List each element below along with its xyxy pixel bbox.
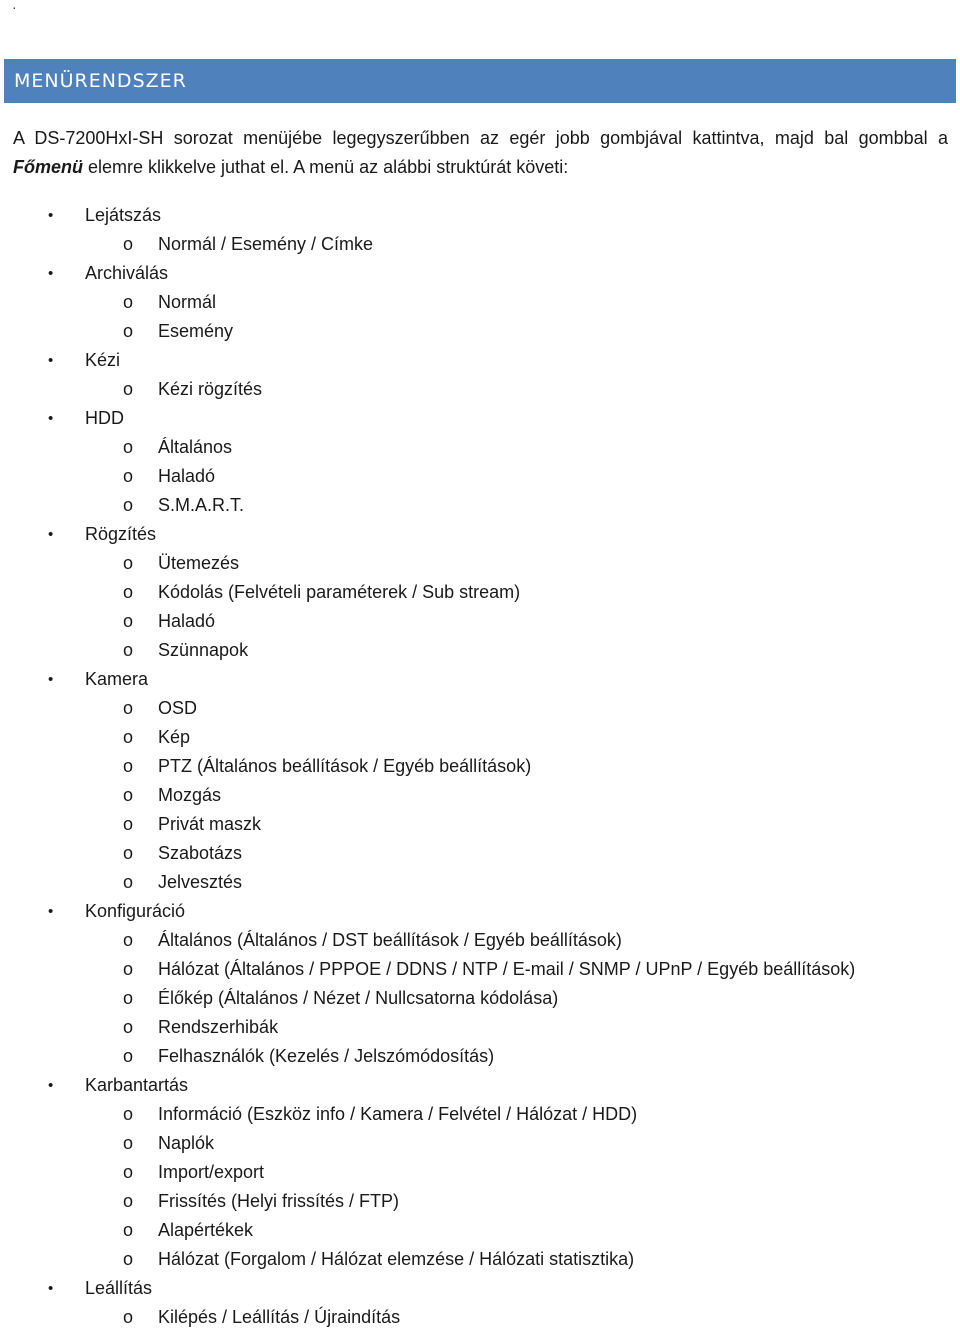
- submenu-item-label: OSD: [158, 698, 198, 718]
- menu-item: [0, 259, 960, 288]
- submenu-item-label: Haladó: [158, 466, 216, 486]
- bullet-icon: •: [48, 526, 54, 543]
- submenu-item-label: Normál: [158, 292, 217, 312]
- submenu-item: [0, 288, 960, 317]
- submenu-item: [0, 1216, 960, 1245]
- sub-bullet-icon: o: [123, 292, 134, 312]
- submenu-item: [0, 1245, 960, 1274]
- submenu-item-label: Frissítés (Helyi frissítés / FTP): [158, 1191, 400, 1211]
- sub-bullet-icon: o: [123, 321, 134, 341]
- submenu-item: [0, 549, 960, 578]
- submenu-item-label: Felhasználók (Kezelés / Jelszómódosítás): [158, 1046, 495, 1066]
- submenu-item: [0, 810, 960, 839]
- submenu-item: [0, 433, 960, 462]
- sub-bullet-icon: o: [123, 843, 134, 863]
- sub-bullet-icon: o: [123, 988, 134, 1008]
- bullet-icon: •: [48, 671, 54, 688]
- menu-structure-list: [0, 201, 960, 1332]
- submenu-item: [0, 462, 960, 491]
- intro-paragraph: [13, 124, 948, 182]
- section-title: MENÜRENDSZER: [14, 70, 187, 92]
- submenu-item-label: Alapértékek: [158, 1220, 254, 1240]
- sub-bullet-icon: o: [123, 1133, 134, 1153]
- section-header: [4, 59, 956, 103]
- submenu-item: [0, 375, 960, 404]
- submenu-item-label: Import/export: [158, 1162, 265, 1182]
- submenu-item-label: Privát maszk: [158, 814, 262, 834]
- bullet-icon: •: [48, 1077, 54, 1094]
- submenu-item-label: Hálózat (Forgalom / Hálózat elemzése / Hálózati statisztika): [158, 1249, 635, 1269]
- bullet-icon: •: [48, 410, 54, 427]
- submenu-item-label: Kézi rögzítés: [158, 379, 263, 399]
- menu-item: [0, 665, 960, 694]
- submenu-item-label: Ütemezés: [158, 553, 240, 573]
- submenu-item: [0, 1158, 960, 1187]
- submenu-item-label: Normál / Esemény / Címke: [158, 234, 374, 254]
- submenu-item-label: Jelvesztés: [158, 872, 243, 892]
- submenu-item-label: Esemény: [158, 321, 234, 341]
- sub-bullet-icon: o: [123, 1104, 134, 1124]
- submenu-item: [0, 868, 960, 897]
- sub-bullet-icon: o: [123, 553, 134, 573]
- submenu-item-label: Mozgás: [158, 785, 222, 805]
- submenu-item: [0, 1129, 960, 1158]
- menu-item: [0, 1071, 960, 1100]
- submenu-item-label: Kódolás (Felvételi paraméterek / Sub stream): [158, 582, 521, 602]
- sub-bullet-icon: o: [123, 379, 134, 399]
- sub-bullet-icon: o: [123, 1046, 134, 1066]
- intro-text-part2: elemre klikkelve juthat el. A menü az alábbi struktúrát követi:: [83, 157, 569, 177]
- bullet-icon: •: [48, 265, 54, 282]
- submenu-item: [0, 636, 960, 665]
- menu-item-label: HDD: [85, 408, 124, 428]
- submenu-item: [0, 752, 960, 781]
- bullet-icon: •: [48, 903, 54, 920]
- submenu-item-label: Élőkép (Általános / Nézet / Nullcsatorna kódolása): [158, 988, 559, 1008]
- submenu-item: [0, 230, 960, 259]
- submenu-item-label: Általános: [158, 437, 233, 457]
- submenu-item: [0, 694, 960, 723]
- menu-item-label: Lejátszás: [85, 205, 162, 225]
- submenu-item-label: Kép: [158, 727, 191, 747]
- submenu-item: [0, 1187, 960, 1216]
- submenu-item-label: Szünnapok: [158, 640, 249, 660]
- sub-bullet-icon: o: [123, 495, 134, 515]
- sub-bullet-icon: o: [123, 930, 134, 950]
- sub-bullet-icon: o: [123, 814, 134, 834]
- menu-item-label: Kamera: [85, 669, 149, 689]
- sub-bullet-icon: o: [123, 727, 134, 747]
- sub-bullet-icon: o: [123, 1017, 134, 1037]
- submenu-item: [0, 926, 960, 955]
- submenu-item-label: Haladó: [158, 611, 216, 631]
- menu-item-label: Karbantartás: [85, 1075, 189, 1095]
- submenu-item: [0, 317, 960, 346]
- submenu-item-label: S.M.A.R.T.: [158, 495, 245, 515]
- submenu-item: [0, 1042, 960, 1071]
- menu-item: [0, 1274, 960, 1303]
- sub-bullet-icon: o: [123, 1220, 134, 1240]
- menu-item: [0, 346, 960, 375]
- submenu-item-label: Kilépés / Leállítás / Újraindítás: [158, 1307, 401, 1327]
- intro-text-part1: A DS-7200HxI-SH sorozat menüjébe legegyszerűbben az egér jobb gombjával kattintva, majd bal gombbal a: [13, 128, 948, 148]
- sub-bullet-icon: o: [123, 1307, 134, 1327]
- bullet-icon: •: [48, 352, 54, 369]
- submenu-item: [0, 607, 960, 636]
- submenu-item: [0, 578, 960, 607]
- bullet-icon: •: [48, 207, 54, 224]
- sub-bullet-icon: o: [123, 756, 134, 776]
- menu-item: [0, 520, 960, 549]
- menu-item-label: Rögzítés: [85, 524, 157, 544]
- sub-bullet-icon: o: [123, 785, 134, 805]
- submenu-item-label: Információ (Eszköz info / Kamera / Felvétel / Hálózat / HDD): [158, 1104, 638, 1124]
- menu-item-label: Archiválás: [85, 263, 169, 283]
- submenu-item: [0, 1013, 960, 1042]
- menu-item-label: Kézi: [85, 350, 121, 370]
- stray-mark: ·: [12, 0, 17, 15]
- submenu-item: [0, 984, 960, 1013]
- submenu-item-label: Naplók: [158, 1133, 215, 1153]
- sub-bullet-icon: o: [123, 1162, 134, 1182]
- sub-bullet-icon: o: [123, 698, 134, 718]
- submenu-item-label: PTZ (Általános beállítások / Egyéb beállítások): [158, 756, 532, 776]
- sub-bullet-icon: o: [123, 959, 134, 979]
- sub-bullet-icon: o: [123, 466, 134, 486]
- sub-bullet-icon: o: [123, 582, 134, 602]
- sub-bullet-icon: o: [123, 872, 134, 892]
- submenu-item: [0, 723, 960, 752]
- submenu-item: [0, 491, 960, 520]
- submenu-item-label: Rendszerhibák: [158, 1017, 279, 1037]
- intro-emphasis: Főmenü: [13, 157, 83, 177]
- sub-bullet-icon: o: [123, 1191, 134, 1211]
- sub-bullet-icon: o: [123, 1249, 134, 1269]
- sub-bullet-icon: o: [123, 234, 134, 254]
- menu-item: [0, 897, 960, 926]
- sub-bullet-icon: o: [123, 437, 134, 457]
- submenu-item: [0, 1100, 960, 1129]
- submenu-item-label: Általános (Általános / DST beállítások / Egyéb beállítások): [158, 930, 622, 950]
- menu-item-label: Leállítás: [85, 1278, 153, 1298]
- bullet-icon: •: [48, 1280, 54, 1297]
- menu-item: [0, 404, 960, 433]
- menu-item: [0, 201, 960, 230]
- sub-bullet-icon: o: [123, 640, 134, 660]
- submenu-item: [0, 781, 960, 810]
- submenu-item-label: Hálózat (Általános / PPPOE / DDNS / NTP / E-mail / SNMP / UPnP / Egyéb beállítások): [158, 959, 856, 979]
- submenu-item: [0, 839, 960, 868]
- submenu-item-label: Szabotázs: [158, 843, 243, 863]
- sub-bullet-icon: o: [123, 611, 134, 631]
- submenu-item: [0, 955, 960, 984]
- menu-item-label: Konfiguráció: [85, 901, 186, 921]
